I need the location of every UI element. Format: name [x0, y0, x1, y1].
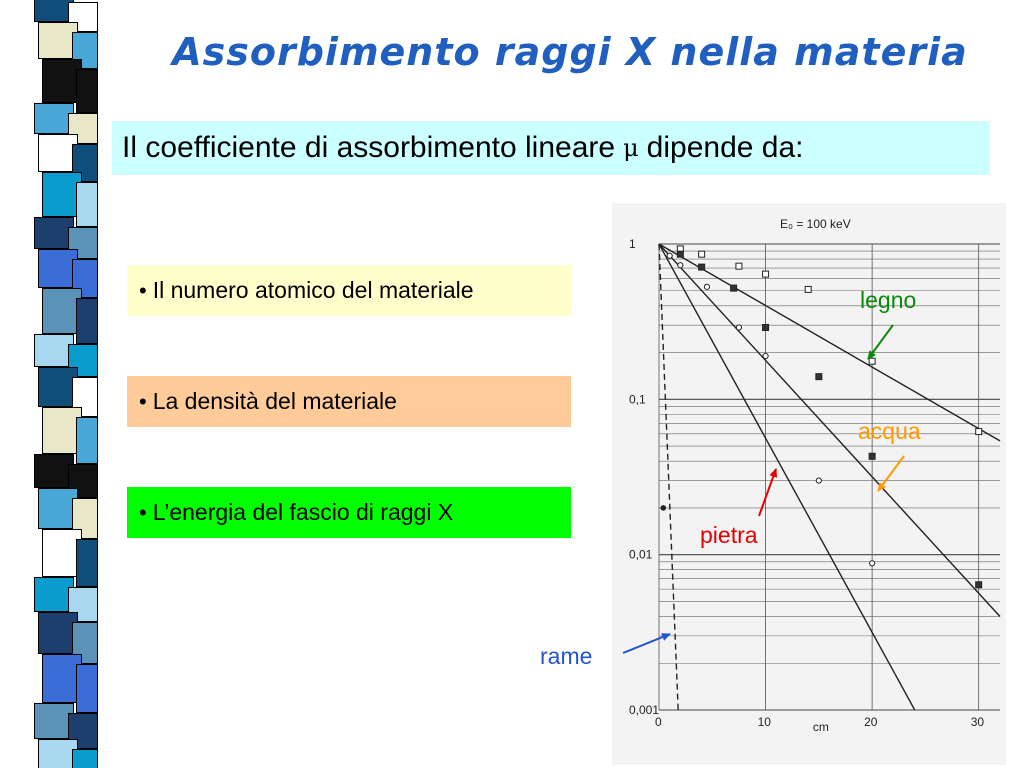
bullet-marker: • — [139, 277, 147, 303]
series-line-rame — [659, 244, 678, 710]
bullet-marker: • — [139, 499, 147, 525]
label-pietra: pietra — [700, 522, 758, 548]
data-point-legno — [763, 271, 769, 277]
stripe-tile — [76, 539, 98, 587]
attenuation-chart — [612, 203, 1006, 765]
y-tick-label: 0,01 — [629, 547, 653, 562]
x-tick-label: 20 — [864, 715, 878, 729]
stripe-tile — [76, 664, 98, 713]
label-rame: rame — [540, 643, 593, 669]
data-point-acqua — [869, 453, 875, 459]
data-point-pietra — [763, 353, 768, 358]
stripe-tile — [72, 749, 98, 768]
data-point-pietra — [704, 284, 709, 289]
bullet-energy — [127, 487, 571, 538]
label-legno: legno — [860, 287, 917, 313]
decorative-left-stripe — [0, 0, 118, 768]
slide-title: Assorbimento raggi X nella materia — [172, 30, 968, 74]
x-tick-label: 0 — [655, 715, 662, 729]
data-point-acqua — [763, 325, 769, 331]
data-point-legno — [699, 251, 705, 257]
subtitle-text-before: Il coefficiente di assorbimento lineare — [122, 131, 616, 164]
x-tick-label: 30 — [970, 715, 985, 729]
bullet-marker: • — [139, 388, 147, 414]
stripe-tile — [76, 417, 98, 464]
data-point-pietra — [678, 263, 683, 268]
label-acqua: acqua — [858, 418, 921, 444]
data-point-legno — [736, 263, 742, 269]
x-axis-label: cm — [812, 720, 829, 734]
mu-symbol: μ — [623, 134, 639, 162]
series-line-acqua — [659, 244, 1000, 616]
bullet-density — [127, 376, 571, 427]
y-tick-label: 0,1 — [629, 392, 646, 407]
data-point-pietra — [736, 325, 741, 330]
data-point-rame — [660, 505, 666, 511]
subtitle-box — [112, 121, 990, 175]
stripe-tile — [76, 182, 98, 227]
data-point-legno — [869, 358, 875, 364]
data-point-legno — [976, 429, 982, 435]
data-point-legno — [805, 286, 811, 292]
stripe-tile — [76, 69, 98, 113]
data-point-pietra — [870, 561, 875, 566]
stripe-tile — [76, 298, 98, 344]
bullet-atomic-number — [127, 265, 571, 316]
data-point-acqua — [816, 374, 822, 380]
bullet-text: Il numero atomico del materiale — [152, 277, 474, 303]
chart-svg — [612, 203, 1006, 765]
x-tick-label: 10 — [757, 715, 771, 729]
data-point-pietra — [667, 253, 672, 258]
chart-title: E₀ = 100 keV — [780, 217, 851, 231]
y-tick-label: 1 — [629, 237, 636, 251]
data-point-pietra — [816, 478, 821, 483]
data-point-acqua — [677, 251, 683, 257]
bullet-text: La densità del materiale — [152, 388, 397, 414]
data-point-acqua — [699, 264, 705, 270]
data-point-acqua — [731, 285, 737, 291]
series-line-legno — [659, 244, 1000, 441]
subtitle-text-after: dipende da: — [646, 131, 804, 164]
y-tick-label: 0,001 — [629, 703, 660, 717]
bullet-text: L’energia del fascio di raggi X — [152, 499, 454, 525]
data-point-acqua — [976, 582, 982, 588]
